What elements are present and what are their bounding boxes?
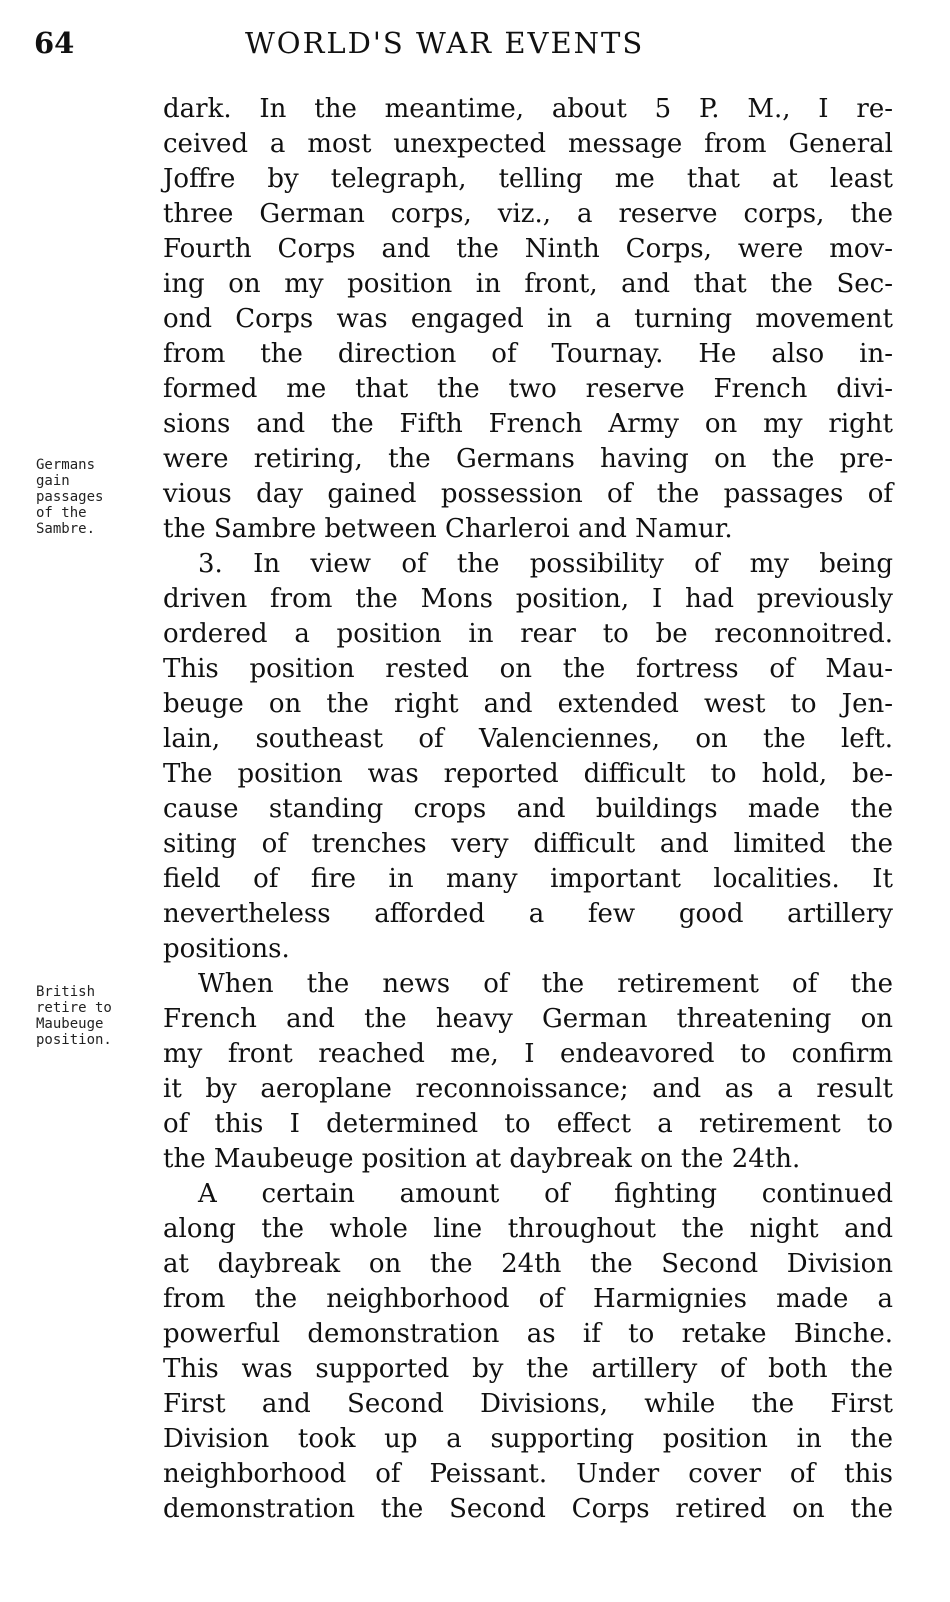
text-line: Fourth Corps and the Ninth Corps, were mov- [163, 234, 893, 264]
text-line: along the whole line throughout the night and [163, 1214, 893, 1244]
text-line: Division took up a supporting position in the [163, 1424, 893, 1454]
text-line: Joffre by telegraph, telling me that at least [163, 164, 893, 194]
text-line: A certain amount of fighting continued [198, 1179, 893, 1209]
text-line: it by aeroplane reconnoissance; and as a result [163, 1074, 893, 1104]
text-line: 3. In view of the possibility of my being [198, 549, 893, 579]
margin-note-line: passages [36, 489, 104, 505]
text-line: three German corps, viz., a reserve corps, the [163, 199, 893, 229]
text-line: ond Corps was engaged in a turning movement [163, 304, 893, 334]
text-line: This position rested on the fortress of Mau- [163, 654, 893, 684]
text-line: French and the heavy German threatening on [163, 1004, 893, 1034]
text-line: were retiring, the Germans having on the pre- [163, 444, 893, 474]
text-line: cause standing crops and buildings made the [163, 794, 893, 824]
text-line: First and Second Divisions, while the First [163, 1389, 893, 1419]
text-line: positions. [163, 934, 290, 964]
margin-note-line: of the [36, 505, 87, 521]
text-line: beuge on the right and extended west to Jen- [163, 689, 893, 719]
margin-note-line: British [36, 984, 96, 1000]
text-line: field of fire in many important localities. It [163, 864, 893, 894]
margin-note-line: retire to [36, 1000, 112, 1016]
text-line: dark. In the meantime, about 5 P. M., I re- [163, 94, 893, 124]
text-line: the Sambre between Charleroi and Namur. [163, 514, 733, 544]
text-line: from the neighborhood of Harmignies made a [163, 1284, 893, 1314]
text-line: of this I determined to effect a retirement to [163, 1109, 893, 1139]
text-line: powerful demonstration as if to retake Binche. [163, 1319, 893, 1349]
text-line: the Maubeuge position at daybreak on the 24th. [163, 1144, 801, 1174]
margin-note-line: position. [36, 1032, 112, 1048]
text-line: my front reached me, I endeavored to confirm [163, 1039, 893, 1069]
margin-note-line: gain [36, 473, 70, 489]
text-line: ceived a most unexpected message from General [163, 129, 893, 159]
text-line: The position was reported difficult to hold, be- [163, 759, 893, 789]
text-line: neighborhood of Peissant. Under cover of this [163, 1459, 893, 1489]
text-line: vious day gained possession of the passages of [163, 479, 893, 509]
margin-note-british-retire [36, 984, 156, 1048]
margin-note-germans-gain-passages [36, 457, 156, 537]
page-header [0, 26, 950, 66]
text-line: demonstration the Second Corps retired on the [163, 1494, 893, 1524]
text-line: lain, southeast of Valenciennes, on the left. [163, 724, 893, 754]
running-title: WORLD'S WAR EVENTS [245, 26, 645, 60]
margin-note-line: Germans [36, 457, 96, 473]
text-line: formed me that the two reserve French divi- [163, 374, 893, 404]
text-line: ing on my position in front, and that the Sec- [163, 269, 893, 299]
text-line: This was supported by the artillery of both the [163, 1354, 893, 1384]
text-line: from the direction of Tournay. He also in- [163, 339, 893, 369]
text-line: driven from the Mons position, I had previously [163, 584, 893, 614]
text-line: ordered a position in rear to be reconnoitred. [163, 619, 893, 649]
text-line: When the news of the retirement of the [198, 969, 893, 999]
text-line: sions and the Fifth French Army on my right [163, 409, 893, 439]
text-line: nevertheless afforded a few good artillery [163, 899, 893, 929]
margin-note-line: Sambre. [36, 521, 96, 537]
page-number: 64 [34, 26, 75, 60]
text-line: siting of trenches very difficult and limited the [163, 829, 893, 859]
text-line: at daybreak on the 24th the Second Division [163, 1249, 893, 1279]
margin-note-line: Maubeuge [36, 1016, 104, 1032]
